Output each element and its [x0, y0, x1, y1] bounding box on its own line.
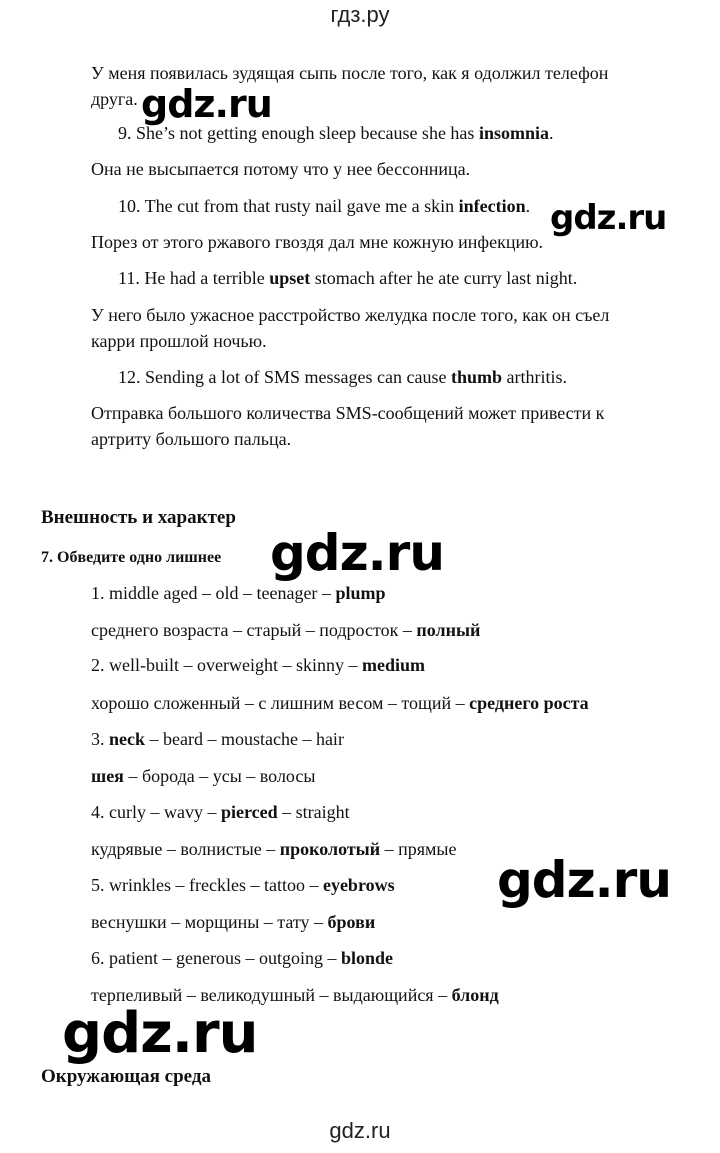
translation-line: Отправка большого количества SMS-сообщений может привести к [91, 403, 605, 423]
translation-line: Порез от этого ржавого гвоздя дал мне кожную инфекцию. [91, 232, 544, 252]
page-footer: gdz.ru [329, 1118, 391, 1143]
text-line: У меня появилась зудящая сыпь после того, как я одолжил телефон [91, 63, 609, 83]
page-header: гдз.ру [330, 2, 390, 27]
exercise-line: 12. Sending a lot of SMS messages can cause thumb arthritis. [118, 367, 567, 387]
translation-line: Она не высыпается потому что у нее бессонница. [91, 159, 471, 179]
watermark: gdz.ru [62, 1001, 258, 1066]
section-heading: Окружающая среда [41, 1066, 211, 1087]
answer-line-en: 3. neck – beard – moustache – hair [91, 729, 344, 749]
translation-line: артриту большого пальца. [91, 429, 292, 449]
exercise-line: 11. He had a terrible upset stomach after he ate curry last night. [118, 268, 578, 288]
answer-line-ru: хорошо сложенный – с лишним весом – тощий – среднего роста [91, 693, 589, 713]
answer-line-ru: кудрявые – волнистые – проколотый – прямые [91, 839, 457, 859]
translation-line: карри прошлой ночью. [91, 331, 267, 351]
section-heading: Внешность и характер [41, 507, 236, 528]
exercise-line: 9. She’s not getting enough sleep because she has insomnia. [118, 123, 554, 143]
task-heading: 7. Обведите одно лишнее [41, 549, 222, 566]
watermark: gdz.ru [141, 82, 272, 126]
answer-line-ru: терпеливый – великодушный – выдающийся – блонд [91, 985, 499, 1005]
watermark: gdz.ru [550, 198, 667, 238]
answer-line-en: 1. middle aged – old – teenager – plump [91, 583, 386, 603]
watermark: gdz.ru [497, 851, 671, 909]
exercise-line: 10. The cut from that rusty nail gave me a skin infection. [118, 196, 531, 216]
answer-line-en: 2. well-built – overweight – skinny – medium [91, 655, 425, 675]
answer-line-en: 4. curly – wavy – pierced – straight [91, 802, 350, 822]
answer-line-en: 5. wrinkles – freckles – tattoo – eyebrows [91, 875, 395, 895]
answer-line-ru: шея – борода – усы – волосы [91, 766, 316, 786]
answer-line-en: 6. patient – generous – outgoing – blonde [91, 948, 393, 968]
text-line: друга. [91, 89, 138, 109]
watermark: gdz.ru [270, 524, 444, 582]
answer-line-ru: среднего возраста – старый – подросток – полный [91, 620, 481, 640]
answer-line-ru: веснушки – морщины – тату – брови [91, 912, 376, 932]
translation-line: У него было ужасное расстройство желудка после того, как он съел [91, 305, 610, 325]
